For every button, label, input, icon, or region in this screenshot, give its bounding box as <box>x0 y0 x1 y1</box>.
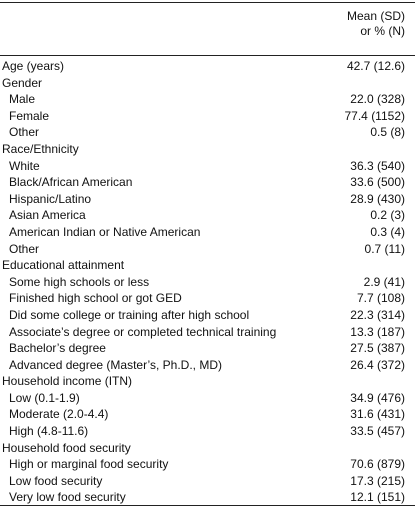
row-label: Very low food security <box>9 490 126 505</box>
row-label: Female <box>9 108 50 123</box>
table-row <box>0 290 415 307</box>
row-label: Asian America <box>9 208 86 223</box>
table-row <box>0 473 415 490</box>
table-row <box>0 191 415 208</box>
table-row <box>0 91 415 108</box>
row-value: 0.5 (8) <box>370 125 405 140</box>
table-section-row <box>0 440 415 457</box>
table-section-row <box>0 257 415 274</box>
table-bottom-rule <box>0 505 415 506</box>
table-row <box>0 340 415 357</box>
row-label: Household food security <box>2 440 131 455</box>
table-row <box>0 307 415 324</box>
row-label: White <box>9 158 40 173</box>
table-row <box>0 456 415 473</box>
row-label: Gender <box>2 75 43 90</box>
row-value: 22.0 (328) <box>350 92 405 107</box>
table-top-rule <box>0 2 415 3</box>
table-row <box>0 124 415 141</box>
table-row <box>0 108 415 125</box>
table-row <box>0 207 415 224</box>
table-row <box>0 489 415 506</box>
row-value: 31.6 (431) <box>350 407 405 422</box>
table-row <box>0 390 415 407</box>
row-label: Household income (ITN) <box>2 374 133 389</box>
row-label: Bachelor’s degree <box>9 341 106 356</box>
row-value: 26.4 (372) <box>350 357 405 372</box>
row-value: 28.9 (430) <box>350 191 405 206</box>
row-value: 12.1 (151) <box>350 490 405 505</box>
table-row <box>0 324 415 341</box>
row-label: High (4.8-11.6) <box>9 424 89 439</box>
row-label: Low food security <box>9 473 103 488</box>
row-label: Associate’s degree or completed technical training <box>9 324 277 339</box>
row-value: 77.4 (1152) <box>344 108 405 123</box>
row-value: 27.5 (387) <box>350 341 405 356</box>
table-row <box>0 158 415 175</box>
row-value: 7.7 (108) <box>356 291 405 306</box>
row-label: Hispanic/Latino <box>9 191 92 206</box>
row-value: 13.3 (187) <box>350 324 405 339</box>
column-header-line-2: or % (N) <box>360 24 405 38</box>
table-row <box>0 241 415 258</box>
table-section-row <box>0 75 415 92</box>
table-row <box>0 406 415 423</box>
row-label: Advanced degree (Master’s, Ph.D., MD) <box>9 357 222 372</box>
row-value: 34.9 (476) <box>350 390 405 405</box>
row-label: Finished high school or got GED <box>9 291 182 306</box>
row-label: Male <box>9 92 36 107</box>
table-section-row <box>0 58 415 75</box>
row-label: Moderate (2.0-4.4) <box>9 407 109 422</box>
row-value: 22.3 (314) <box>350 307 405 322</box>
row-label: Other <box>9 241 40 256</box>
table-section-row <box>0 141 415 158</box>
row-label: Educational attainment <box>2 258 125 273</box>
row-label: American Indian or Native American <box>9 224 201 239</box>
row-label: Low (0.1-1.9) <box>9 390 80 405</box>
row-value: 2.9 (41) <box>363 274 405 289</box>
table-row <box>0 357 415 374</box>
row-label: Black/African American <box>9 175 133 190</box>
column-header-line-1: Mean (SD) <box>346 9 405 23</box>
row-value: 36.3 (540) <box>350 158 405 173</box>
row-value: 0.3 (4) <box>370 224 405 239</box>
table-row <box>0 423 415 440</box>
table-section-row <box>0 373 415 390</box>
row-value: 0.2 (3) <box>370 208 405 223</box>
row-value: 17.3 (215) <box>350 473 405 488</box>
table-row <box>0 224 415 241</box>
row-label: Some high schools or less <box>9 274 150 289</box>
row-value: 33.6 (500) <box>350 175 405 190</box>
table-header-rule <box>0 55 415 56</box>
row-label: Other <box>9 125 40 140</box>
column-header <box>347 9 405 39</box>
row-label: Race/Ethnicity <box>2 141 79 156</box>
table-row <box>0 274 415 291</box>
table-body <box>0 58 415 506</box>
table-row <box>0 174 415 191</box>
row-value: 42.7 (12.6) <box>346 59 405 73</box>
row-value: 70.6 (879) <box>350 457 405 472</box>
row-label: High or marginal food security <box>9 457 169 472</box>
row-value: 33.5 (457) <box>350 424 405 439</box>
row-label: Age (years) <box>2 59 65 73</box>
row-value: 0.7 (11) <box>364 241 405 256</box>
row-label: Did some college or training after high school <box>9 307 250 322</box>
